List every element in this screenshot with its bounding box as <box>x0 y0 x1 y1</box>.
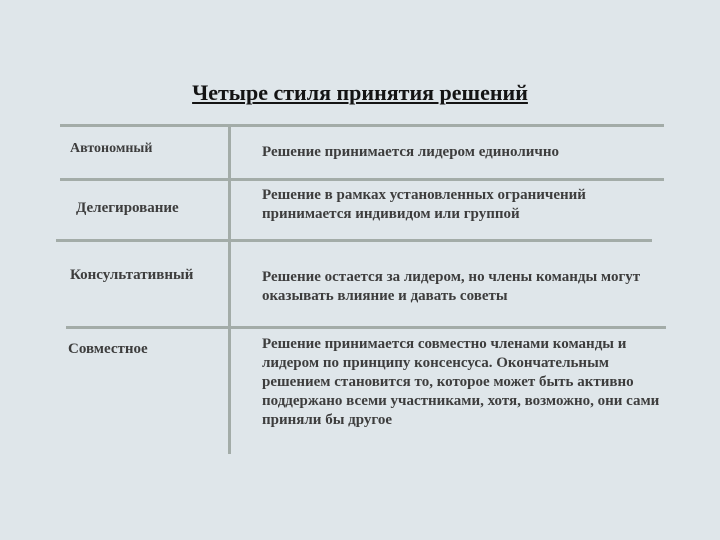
style-name-delegation: Делегирование <box>76 200 179 216</box>
row-divider-3 <box>66 326 666 329</box>
style-description-autonomous: Решение принимается лидером единолично <box>262 144 560 160</box>
column-divider <box>228 124 231 454</box>
row-divider-2 <box>56 239 652 242</box>
style-name-joint: Совместное <box>68 341 148 357</box>
style-name-consultative: Консультативный <box>70 267 194 283</box>
style-description-delegation: Решение в рамках установленных ограничений принимается индивидом или группой <box>262 187 586 222</box>
style-name-autonomous: Автономный <box>70 141 153 156</box>
row-divider-1 <box>60 178 664 181</box>
style-description-joint: Решение принимается совместно членами команды и лидером по принципу консенсуса. Окончательным решением становится то, которое может быть активно поддержано всеми участниками, хотя, возможно, они сами приняли бы другое <box>262 336 660 428</box>
slide-title: Четыре стиля принятия решений <box>192 80 528 105</box>
style-description-consultative: Решение остается за лидером, но члены команды могут оказывать влияние и давать советы <box>262 269 641 304</box>
table-top-border <box>60 124 664 127</box>
